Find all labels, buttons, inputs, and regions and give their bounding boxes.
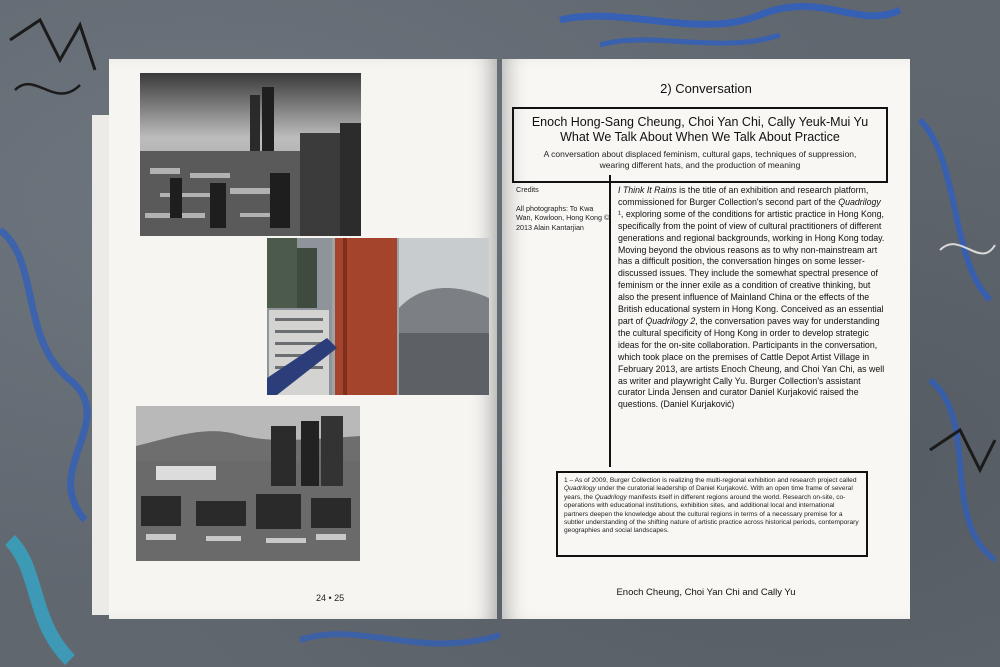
photo-credits [516, 185, 611, 241]
right-page [502, 59, 910, 619]
footnote-italic-1: Quadrilogy [564, 485, 596, 493]
quadrilogy-italic: Quadrilogy [838, 196, 881, 207]
photo-towers-color [267, 238, 489, 395]
page-numbers: 24 • 25 [316, 593, 345, 603]
article-body-paragraph [618, 185, 888, 411]
footnote-text-3: manifests itself in different regions around the world. Research on-site, co-operations with educational institutions, exhibition sites, and additional local and international partners deepen the knowledge about the cultural regions in terms of a necessary premise for a subtler understanding of the shifting nature of artistic practice across historical periods, contemporary geographies and social landscapes. [564, 493, 859, 535]
article-title-line-2: What We Talk About When We Talk About Practice [560, 130, 840, 144]
article-title-box [512, 107, 888, 183]
open-magazine [92, 55, 912, 623]
photo-rooftops-bw [136, 406, 360, 561]
photo-skyline-bw [140, 73, 361, 236]
running-footer: Enoch Cheung, Choi Yan Chi and Cally Yu [616, 587, 796, 598]
section-title: 2) Conversation [660, 81, 752, 96]
footnote-italic-2: Quadrilogy [594, 493, 627, 501]
body-text-2: ¹, exploring some of the conditions for artistic practice in Hong Kong, specifically from the point of view of cultural practitioners of different generations and regional backgrounds, working in Hong Kong today. Moving beyond the obvious reasons as to why non-mainstream art has a difficult position, the conversation hinges on some lesser-discussed issues. They include the somewhat spectral presence of feminism or the inner exile as a condition of creative thinking, but also the present influence of Mainland China or the effects of the British educational system in Hong Kong. Conceived as an essential part of [618, 208, 885, 326]
article-body [618, 185, 888, 411]
footnote-text-2: under the curatorial leadership of Daniel Kurjaković. With an open time frame of several years, the [564, 485, 853, 501]
article-title-line-1: Enoch Hong-Sang Cheung, Choi Yan Chi, Cally Yeuk-Mui Yu [531, 115, 869, 129]
footnote-text-1: 1 – As of 2009, Burger Collection is realizing the multi-regional exhibition and research project called [564, 477, 857, 484]
credits-text: All photographs: To Kwa Wan, Kowloon, Hong Kong © 2013 Alain Kantarjian [516, 203, 610, 232]
left-page [109, 59, 497, 619]
footnote-box [556, 471, 868, 557]
credits-heading: Credits [516, 185, 539, 194]
quadrilogy-2-italic: Quadrilogy 2 [645, 315, 696, 326]
body-text-1: is the title of an exhibition and research platform, commissioned for Burger Collection's second part of the [618, 185, 869, 207]
article-subtitle: A conversation about displaced feminism, cultural gaps, techniques of suppression, wearing different hats, and the production of meaning [543, 149, 857, 170]
body-text-3: , the conversation paves way for understanding the cultural specificity of Hong Kong in order to develop strategic ideas for the on-site collaboration. Participants in the conversation, which took place on the premises of Cattle Depot Artist Village in February 2013, are artists Enoch Cheung, and Choi Yan Chi, as well as writer and playwright Cally Yu. Burger Collection's assistant curator Linda Jensen and curator Daniel Kurjaković raised the questions. (Daniel Kurjaković) [618, 315, 885, 410]
exhibition-title: I Think It Rains [618, 185, 677, 195]
